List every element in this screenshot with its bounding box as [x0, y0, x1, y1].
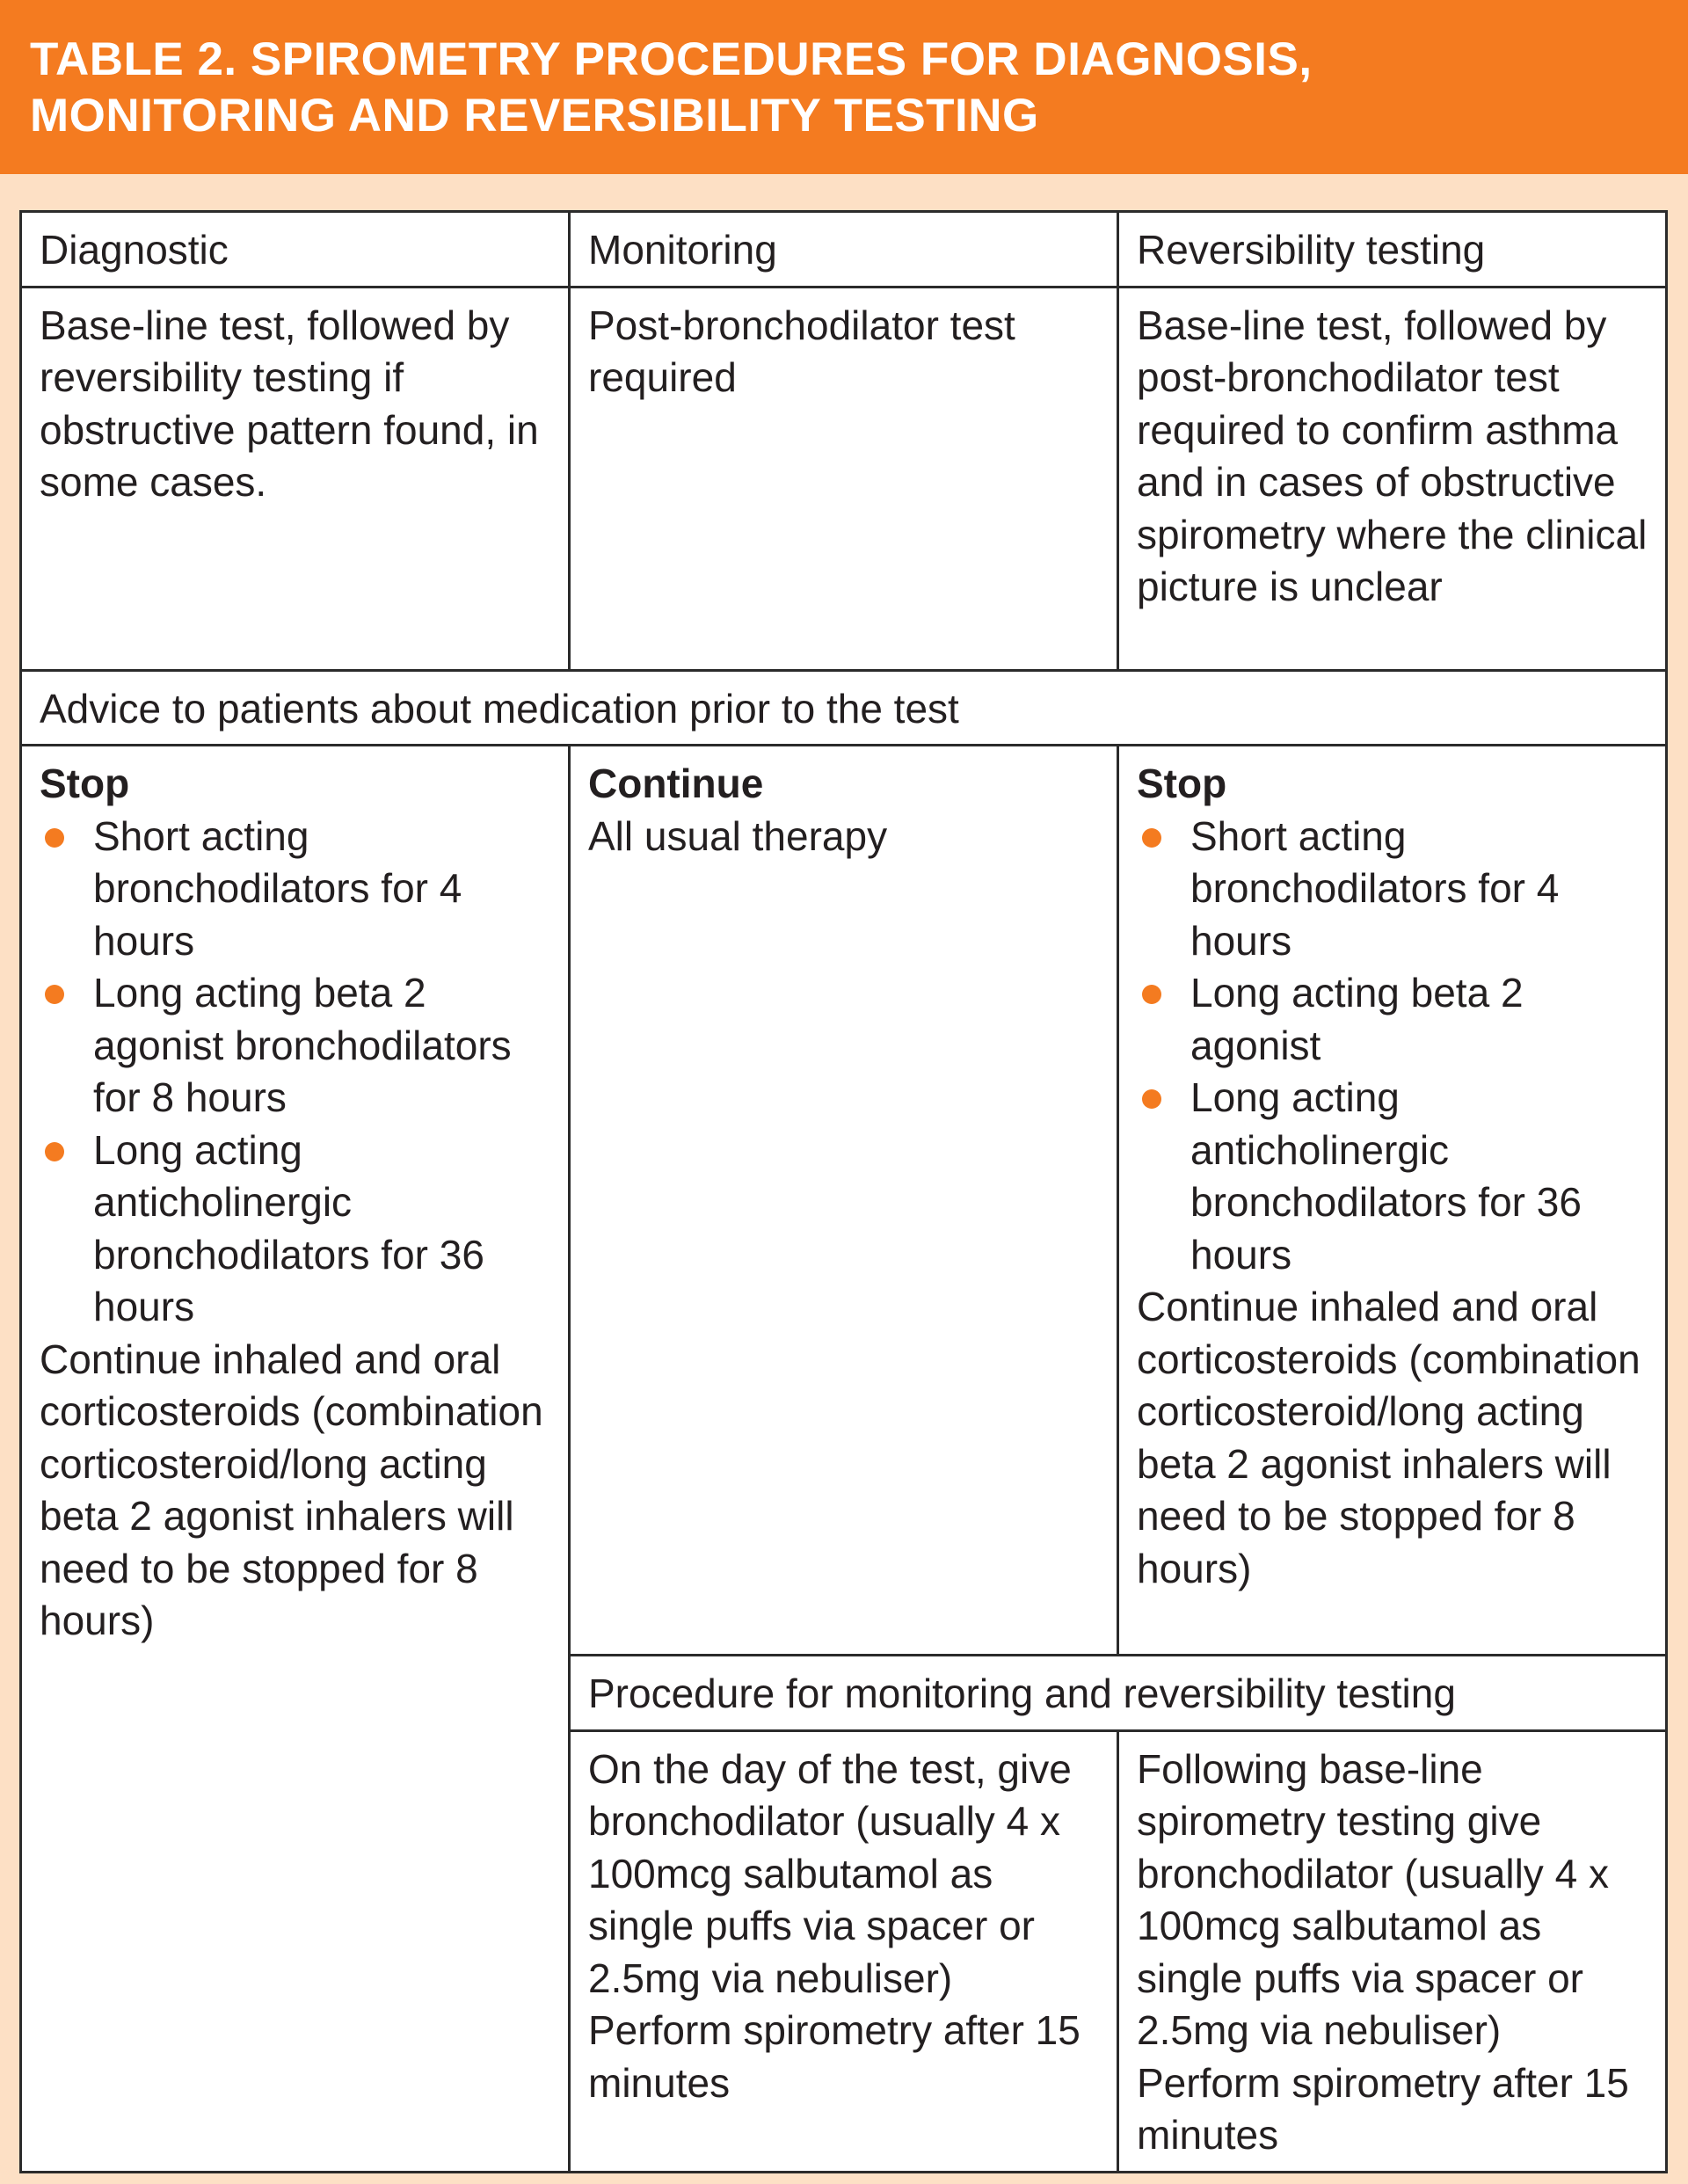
table-title-banner: [0, 0, 1688, 174]
advice-heading-row: [21, 670, 1667, 746]
list-item: [40, 967, 552, 1125]
advice-reversibility-title: Stop: [1137, 761, 1227, 806]
bullet-dot-icon: [1142, 985, 1161, 1004]
procedure-heading: Procedure for monitoring and reversibility testing: [570, 1656, 1667, 1731]
advice-monitoring-text: All usual therapy: [588, 812, 888, 859]
procedure-reversibility-cell: [1118, 1730, 1667, 2172]
advice-monitoring-cell: [570, 746, 1118, 1656]
advice-reversibility-cell: [1118, 746, 1667, 1656]
advice-diagnostic-list: [40, 811, 552, 1334]
advice-heading: Advice to patients about medication prior to the test: [21, 670, 1667, 746]
table-title-line-2: MONITORING AND REVERSIBILITY TESTING: [30, 90, 1039, 142]
purpose-reversibility: Base-line test, followed by post-bronchodilator test required to confirm asthma and in cases of obstructive spirometry where the clinical picture is unclear: [1118, 287, 1667, 670]
purpose-row: [21, 287, 1667, 670]
procedure-reversibility-after: Perform spirometry after 15 minutes: [1137, 2059, 1629, 2158]
column-header-monitoring: Monitoring: [570, 212, 1118, 288]
advice-row: [21, 746, 1667, 1656]
advice-reversibility-list: [1137, 811, 1649, 1282]
list-item-text: Long acting beta 2 agonist: [1190, 970, 1524, 1068]
advice-diagnostic-title: Stop: [40, 761, 130, 806]
advice-diagnostic-note: Continue inhaled and oral corticosteroids (combination corticosteroid/long acting beta 2 agonist inhalers will need to be stopped for 8 hours): [40, 1336, 543, 1643]
list-item: [40, 811, 552, 968]
list-item-text: Short acting bronchodilators for 4 hours: [1190, 812, 1560, 964]
procedure-monitoring-cell: [570, 1730, 1118, 2172]
column-header-reversibility: Reversibility testing: [1118, 212, 1667, 288]
bullet-dot-icon: [45, 1142, 64, 1161]
spirometry-table: [19, 210, 1668, 2173]
procedure-monitoring-after: Perform spirometry after 15 minutes: [588, 2007, 1080, 2106]
list-item: [1137, 811, 1649, 968]
bullet-dot-icon: [45, 828, 64, 848]
list-item-text: Long acting anticholinergic bronchodilators for 36 hours: [93, 1126, 484, 1329]
column-header-diagnostic: Diagnostic: [21, 212, 570, 288]
advice-reversibility-note: Continue inhaled and oral corticosteroids (combination corticosteroid/long acting beta 2 agonist inhalers will need to be stopped for 8 hours): [1137, 1284, 1641, 1591]
procedure-monitoring-text: On the day of the test, give bronchodilator (usually 4 x 100mcg salbutamol as single puffs via spacer or 2.5mg via nebuliser): [588, 1745, 1072, 2001]
table-title-line-1: TABLE 2. SPIROMETRY PROCEDURES FOR DIAGNOSIS,: [30, 33, 1313, 85]
bullet-dot-icon: [45, 985, 64, 1004]
purpose-monitoring: Post-bronchodilator test required: [570, 287, 1118, 670]
bullet-dot-icon: [1142, 1089, 1161, 1109]
list-item-text: Long acting beta 2 agonist bronchodilators for 8 hours: [93, 970, 512, 1120]
procedure-reversibility-text: Following base-line spirometry testing give bronchodilator (usually 4 x 100mcg salbutamol as single puffs via spacer or 2.5mg via nebuliser): [1137, 1745, 1609, 2053]
purpose-diagnostic: Base-line test, followed by reversibility testing if obstructive pattern found, in some cases.: [21, 287, 570, 670]
list-item: [1137, 1072, 1649, 1281]
bullet-dot-icon: [1142, 828, 1161, 848]
advice-monitoring-title: Continue: [588, 761, 764, 806]
list-item: [40, 1125, 552, 1334]
advice-diagnostic-cell: [21, 746, 570, 2173]
column-header-row: [21, 212, 1667, 288]
list-item-text: Long acting anticholinergic bronchodilators for 36 hours: [1190, 1074, 1582, 1278]
list-item-text: Short acting bronchodilators for 4 hours: [93, 812, 462, 964]
list-item: [1137, 967, 1649, 1072]
